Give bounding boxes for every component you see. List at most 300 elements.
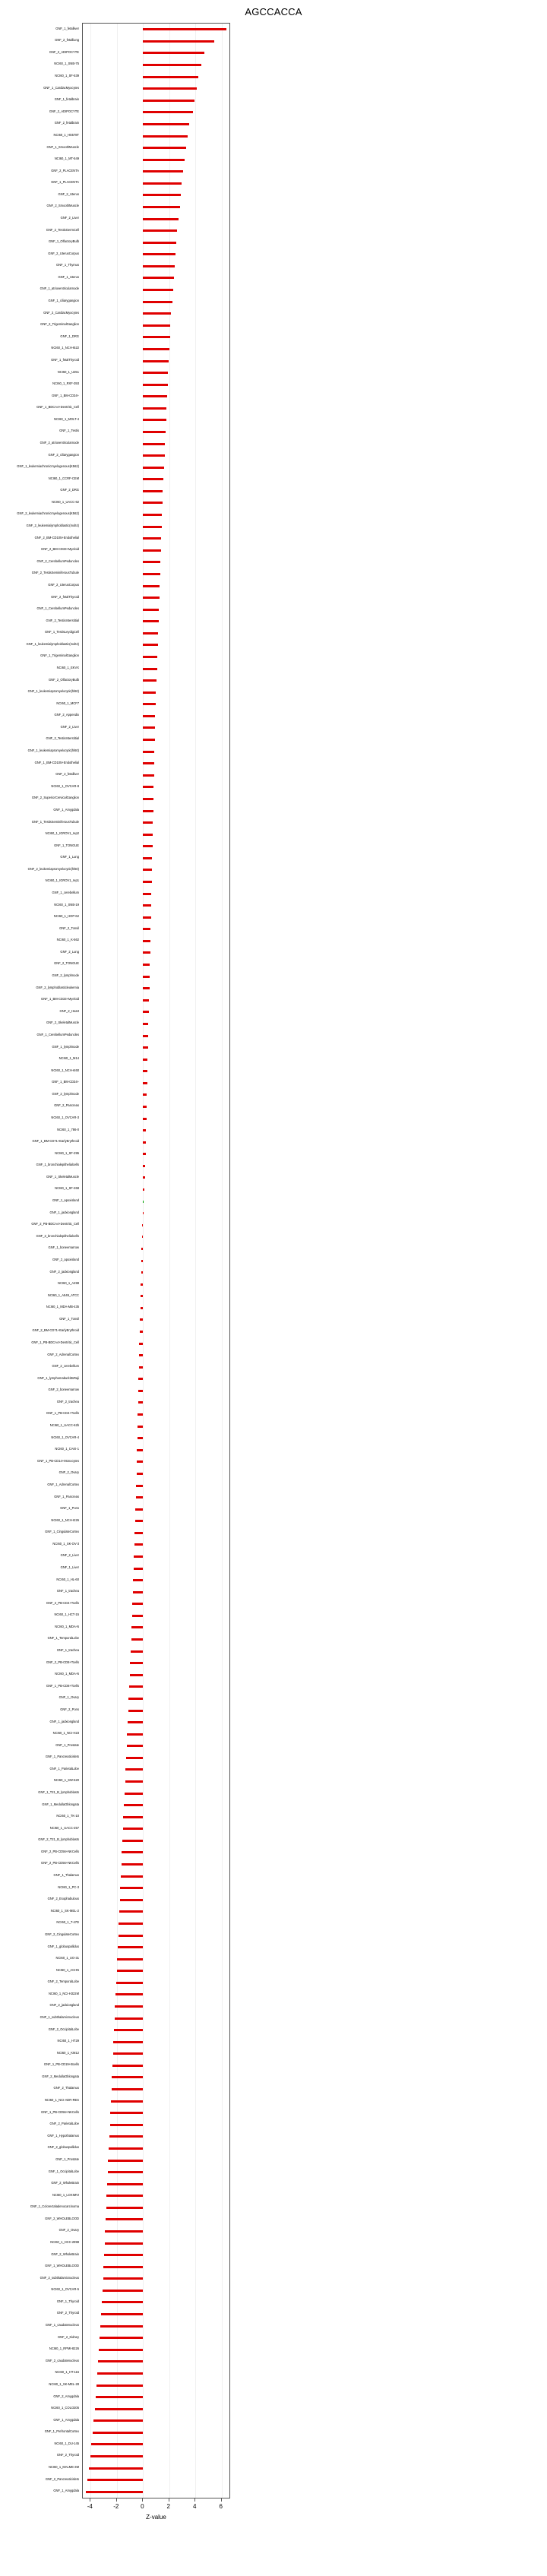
y-tick-label: GNF_2_ParietalLobe <box>49 2122 79 2126</box>
chart-bar <box>143 100 194 102</box>
y-tick-label: GNF_1_leukemiachronicmyelogenous(K562) <box>17 464 79 469</box>
y-tick-label: NCI60_1_DU-145 <box>54 2441 79 2445</box>
y-tick-label: NCI60_1_A498 <box>58 1281 79 1286</box>
y-tick-label: NCI60_1_OVCAR-4 <box>51 1435 79 1439</box>
chart-bar <box>127 1745 144 1747</box>
y-tick-label: GNF_2_OlfactoryBulb <box>48 677 79 682</box>
y-tick-label: GNF_1_apoxisland <box>52 1198 79 1202</box>
chart-bar <box>143 76 198 78</box>
y-tick-label: NCI60_1_SF-268 <box>55 1186 79 1191</box>
chart-bar <box>143 691 156 694</box>
chart-bar <box>95 2408 144 2410</box>
chart-bar <box>143 218 179 220</box>
chart-bar <box>107 2183 143 2185</box>
chart-bar <box>143 857 152 859</box>
y-tick-label: GNF_1_PB-CD8+Tcells <box>46 1683 79 1688</box>
y-tick-label: NCI60_1_HCC-2998 <box>50 2240 79 2244</box>
x-tick-label: 6 <box>219 2503 223 2510</box>
y-tick-label: GNF_1_Amygdala <box>53 2489 79 2493</box>
y-tick-label: GNF_2_fetalliung <box>55 38 79 43</box>
chart-bar <box>143 715 155 717</box>
y-tick-label: GNF_2_leukemiachronicmyelogenous(K562) <box>17 511 79 516</box>
y-tick-label: GNF_1_OlfactoryBulb <box>48 239 79 244</box>
chart-bar <box>143 206 179 208</box>
chart-bar <box>122 1851 143 1853</box>
y-tick-label: GNF_1_BDCA4+Dentritic_Cell <box>36 405 79 410</box>
chart-bar <box>128 1710 144 1712</box>
y-tick-label: GNF_1_fetalbrain <box>54 97 79 102</box>
y-tick-label: GNF_2_TestisSeminiferousTubule <box>31 571 79 575</box>
chart-bar <box>143 289 172 291</box>
y-tick-label: NCI60_1_SF-539 <box>55 74 79 78</box>
y-tick-label: GNF_1_leukemialymphoblastic(molt4) <box>26 641 79 646</box>
chart-bar <box>142 1224 143 1226</box>
y-tick-label: GNF_2_lymphoblasticleukemia <box>36 985 79 989</box>
chart-bar <box>141 1260 143 1262</box>
chart-bar <box>119 1910 143 1913</box>
chart-bar <box>143 454 164 457</box>
y-tick-label: NCI60_1_SK-OV-3 <box>52 1541 79 1546</box>
y-tick-label: GNF_1_jadxiongland <box>49 1719 79 1723</box>
y-tick-label: NCI60_1_HL-60 <box>56 1577 79 1581</box>
x-tick <box>116 2498 117 2502</box>
y-tick-label: GNF_1_Amygdala <box>53 807 79 812</box>
y-tick-label: GNF_2_Lung <box>60 949 79 954</box>
y-tick-label: GNF_1_TestisSeminiferousTubule <box>31 819 79 824</box>
chart-bar <box>129 1685 143 1688</box>
x-tick <box>194 2498 195 2502</box>
chart-bar <box>141 1295 143 1297</box>
chart-bar <box>97 2372 143 2375</box>
y-tick-label: GNF_2_fetalliver <box>55 772 79 777</box>
chart-bar <box>93 2419 143 2422</box>
chart-bar <box>131 1650 143 1653</box>
y-tick-label: GNF_1_T21_B_lymphoblasts <box>38 1790 79 1794</box>
chart-bar <box>125 1793 144 1795</box>
y-tick-label: GNF_2_ciliarygangion <box>48 452 79 457</box>
y-tick-label: GNF_1_Amygdala <box>53 2417 79 2422</box>
y-tick-label: GNF_2_Ovary <box>58 2228 79 2233</box>
chart-bar <box>134 1543 144 1546</box>
chart-bar <box>134 1532 143 1534</box>
chart-bar <box>143 1023 148 1025</box>
chart-bar <box>116 1982 144 1984</box>
y-tick-label: NCI60_1_MDA-N <box>55 1672 79 1676</box>
chart-bar <box>143 834 153 836</box>
y-tick-label: GNF_1_TONGUE <box>54 843 79 847</box>
chart-bar <box>143 632 158 635</box>
chart-bar <box>143 478 163 480</box>
y-tick-label: GNF_1_DRG <box>60 334 79 338</box>
y-tick-label: GNF_1_PB-CD19+Bcells <box>43 2062 79 2067</box>
chart-bar <box>143 964 150 966</box>
y-tick-label: GNF_1_caudatenucleus <box>45 2323 79 2327</box>
chart-bar <box>113 2041 143 2043</box>
y-tick-label: NCI60_1_HOP-62 <box>53 914 79 919</box>
y-tick-label: NCI60_1_MDA-N <box>55 1624 79 1628</box>
chart-bar <box>98 2360 143 2362</box>
y-tick-label: NCI60_1_HCT-15 <box>54 1612 79 1617</box>
x-tick <box>142 2498 143 2502</box>
y-tick-label: GNF_2_Thyroid <box>56 2453 79 2457</box>
y-tick-label: NCI60_1_HT29 <box>57 2039 79 2043</box>
chart-bar <box>140 1318 143 1321</box>
chart-bar <box>143 372 168 374</box>
y-tick-label: GNF_2_Heart <box>59 1008 79 1013</box>
chart-bar <box>143 668 157 670</box>
y-tick-label: GNF_1_atrioventricularnode <box>40 286 79 291</box>
y-tick-label: GNF_2_TestisInterstitial <box>46 618 79 622</box>
y-tick-label: GNF_1_leukemiapromyelocytic(hl60) <box>27 689 79 694</box>
y-tick-label: NCI60_1_MOLT-4 <box>54 416 79 421</box>
y-tick-label: GNF_2_PB-CD4+Tcells <box>46 1600 79 1605</box>
y-tick-label: GNF_1_Prostate <box>55 1742 79 1747</box>
y-tick-label: GNF_2_ADIPOCYTE <box>49 109 79 113</box>
chart-bar <box>143 1141 146 1144</box>
y-tick-label: NCI60_1_MT-549 <box>54 157 79 161</box>
chart-bar <box>137 1460 143 1463</box>
y-tick-label: NCI60_1_MCF7 <box>56 701 79 705</box>
y-tick-label: NCI60_1_NCI-H23 <box>52 1731 79 1736</box>
y-tick-label: NCI60_1_M14 <box>58 1056 79 1061</box>
y-tick-label: NCI60_1_LOXIMVI <box>52 2192 79 2197</box>
y-tick-label: GNF_1_lymphomaburkittsRaji <box>37 1375 79 1380</box>
plot-area <box>82 23 230 2498</box>
chart-bar <box>93 2432 144 2434</box>
chart-bar <box>143 407 166 410</box>
y-axis-labels <box>0 23 79 2498</box>
chart-bar <box>121 1875 143 1878</box>
chart-bar <box>120 1887 143 1889</box>
chart-bar <box>112 2076 143 2078</box>
x-tick-label: 4 <box>192 2503 197 2510</box>
chart-bar <box>102 2301 143 2303</box>
y-tick-label: NCI60_1_NCI-H322M <box>48 1991 79 1995</box>
chart-bar <box>143 893 151 895</box>
chart-bar <box>143 301 172 303</box>
y-tick-label: GNF_1_Pancreas <box>54 1494 79 1498</box>
y-tick-label: GNF_1_lymphnode <box>52 1044 79 1049</box>
y-tick-label: GNF_2_Pons <box>60 1707 79 1711</box>
chart-bar <box>143 620 158 622</box>
y-tick-label: GNF_1_AdrenalCortex <box>47 1482 79 1486</box>
chart-bar <box>143 810 153 812</box>
y-tick-label: NCI60_1_UACC-257 <box>49 1825 79 1830</box>
y-tick-label: NCI60_1_RPMI-8226 <box>49 2347 79 2351</box>
y-tick-label: GNF_1_WHOLEBLOOD <box>45 2264 79 2268</box>
y-tick-label: GNF_1_trachea <box>56 1648 79 1652</box>
y-tick-label: GNF_1_Colorectaladenocarcinoma <box>30 2204 79 2209</box>
chart-bar <box>126 1757 143 1759</box>
y-tick-label: GNF_1_Testis <box>59 429 79 433</box>
y-tick-label: GNF_2_trachea <box>56 1399 79 1404</box>
x-tick-label: 0 <box>141 2503 144 2510</box>
y-tick-label: GNF_1_SkeletalMuscle <box>46 1174 79 1179</box>
chart-bar <box>105 2242 144 2245</box>
chart-bar <box>143 798 153 800</box>
chart-bar <box>143 1035 148 1037</box>
y-tick-label: GNF_2_PLACENTA <box>51 168 79 172</box>
chart-bar <box>122 1863 144 1866</box>
grid-line <box>195 24 196 2498</box>
y-tick-label: GNF_2_TestisGermCell <box>46 227 79 232</box>
y-tick-label: GNF_2_boneemarrow <box>48 1388 79 1392</box>
y-tick-label: NCI60_1_NCI-ADR-RES <box>44 2098 79 2102</box>
chart-bar <box>100 2337 143 2339</box>
chart-bar <box>143 229 177 232</box>
y-tick-label: NCI60_1_786-0 <box>57 1127 79 1131</box>
chart-bar <box>106 2218 143 2220</box>
y-tick-label: GNF_1_Uterus <box>58 274 79 279</box>
x-tick-label: -4 <box>87 2503 93 2510</box>
chart-bar <box>135 1508 143 1511</box>
y-tick-label: NCI60_1_A549_ATCC <box>47 1293 79 1297</box>
y-tick-label: GNF_1_BM-CD34+ <box>52 1080 79 1084</box>
chart-bar <box>143 324 170 327</box>
y-tick-label: GNF_1_CardiacMyocytes <box>43 85 79 90</box>
y-tick-label: NCI60_1_HT-116 <box>55 2370 79 2375</box>
y-tick-label: GNF_2_AdrenalCortex <box>47 1352 79 1356</box>
chart-bar <box>143 1059 147 1061</box>
y-tick-label: GNF_1_subthalamicnucleus <box>40 2015 79 2019</box>
chart-bar <box>143 526 162 528</box>
y-tick-label: NCI60_1_CAKI-1 <box>55 1447 79 1451</box>
y-tick-label: GNF_2_apoxisland <box>52 1257 79 1261</box>
chart-bar <box>106 2195 143 2197</box>
chart-bar <box>108 2171 144 2173</box>
y-tick-label: GNF_2_UterusCorpus <box>48 251 79 255</box>
chart-bar <box>143 135 188 138</box>
chart-bar <box>143 490 163 492</box>
chart-bar <box>143 40 214 43</box>
y-tick-label: GNF_2_ADIPOCYTE <box>49 49 79 54</box>
y-tick-label: NCI60_1_IGROV1_rep2 <box>45 831 79 836</box>
chart-bar <box>125 1780 144 1783</box>
chart-bar <box>119 1923 143 1925</box>
chart-bar <box>109 2135 144 2138</box>
chart-bar <box>99 2349 143 2351</box>
grid-line <box>117 24 118 2498</box>
chart-bar <box>143 52 204 54</box>
y-tick-label: NCI60_1_NCI-H522 <box>51 346 79 350</box>
chart-bar <box>143 265 175 267</box>
y-tick-label: GNF_1_leukemiapromyelocytic(hl60) <box>27 748 79 752</box>
y-tick-label: GNF_2_jadxiongland <box>49 1269 79 1274</box>
chart-bar <box>124 1804 143 1806</box>
y-tick-label: NCI60_1_ACHN <box>55 1967 79 1972</box>
y-tick-label: GNF_1_PrefrontalCortex <box>44 2429 79 2434</box>
y-tick-label: GNF_1_BM-CD105+Endothelial <box>34 760 79 764</box>
y-tick-label: GNF_2_Thalamus <box>53 2086 79 2090</box>
chart-bar <box>128 1698 143 1700</box>
chart-bar <box>143 751 154 753</box>
chart-bar <box>141 1283 143 1286</box>
y-tick-label: GNF_2_WholeBrain <box>51 2181 79 2185</box>
chart-bar <box>96 2385 143 2387</box>
y-tick-label: NCI60_1_SW-620 <box>53 1778 79 1783</box>
chart-bar <box>135 1520 144 1522</box>
chart-bar <box>114 2029 143 2031</box>
x-axis-title: Z-value <box>146 2514 166 2521</box>
chart-bar <box>131 1638 144 1641</box>
chart-bar <box>143 253 175 255</box>
y-tick-label: GNF_1_Hypothalamus <box>47 2133 79 2138</box>
y-tick-label: NCI60_1_UACC-62b <box>49 1423 79 1427</box>
chart-bar <box>143 1188 144 1191</box>
chart-bar <box>143 147 186 149</box>
chart-bar <box>143 384 167 386</box>
chart-bar <box>143 159 184 161</box>
chart-bar <box>143 336 169 338</box>
chart-bar <box>143 1011 149 1013</box>
chart-bar <box>143 443 165 445</box>
chart-bar <box>143 928 150 930</box>
chart-bar <box>143 549 160 552</box>
chart-bar <box>131 1626 143 1628</box>
chart-bar <box>143 111 193 113</box>
x-tick <box>221 2498 222 2502</box>
y-tick-label: GNF_1_MedullaOblongata <box>42 1802 79 1806</box>
y-tick-label: GNF_2_CingulateCortex <box>45 1932 79 1936</box>
chart-bar <box>100 2325 143 2328</box>
chart-bar <box>96 2396 143 2398</box>
chart-bar <box>143 182 182 185</box>
chart-bar <box>141 1307 144 1309</box>
y-tick-label: NCI60_1_SF-295 <box>55 1150 79 1155</box>
chart-bar <box>143 502 163 504</box>
chart-bar <box>143 360 169 362</box>
y-tick-label: GNF_1_BM-CD33+Myeloid <box>41 997 79 1002</box>
y-tick-label: NCI60_1_CCRF-CEM <box>48 476 79 480</box>
y-tick-label: GNF_2_DRG <box>60 488 79 492</box>
chart-bar <box>119 1935 144 1937</box>
chart-bar <box>134 1568 144 1570</box>
y-tick-label: NCI60_1_SK-MEL-2 <box>50 1908 79 1913</box>
y-tick-label: GNF_1_Liver <box>60 1565 79 1569</box>
chart-bar <box>143 64 201 66</box>
y-tick-label: GNF_2_TONGUE <box>54 961 79 966</box>
y-tick-label: GNF_1_PB-BDCA4+Dentritic_Cell <box>31 1340 79 1344</box>
y-tick-label: GNF_1_CerebellumPeduncles <box>36 1032 79 1036</box>
y-tick-label: GNF_2_PB-BDCA4+Dentritic_Cell <box>31 1222 79 1226</box>
y-tick-label: GNF_2_lymphnode <box>52 1091 79 1096</box>
chart-bar <box>139 1343 143 1345</box>
y-tick-label: GNF_2_fetalbrain <box>54 121 79 125</box>
y-tick-label: GNF_1_CingulateCortex <box>45 1530 79 1534</box>
y-tick-label: GNF_2_Kidney <box>58 2334 79 2339</box>
y-tick-label: GNF_2_subthalamicnucleus <box>40 2275 79 2280</box>
chart-bar <box>143 585 160 587</box>
y-tick-label: GNF_2_Pancreas <box>54 1103 79 1108</box>
chart-bar <box>117 1958 143 1960</box>
y-tick-label: GNF_2_CerebellumPeduncles <box>36 559 79 563</box>
y-tick-label: GNF_2_Ovary <box>58 1470 79 1475</box>
x-tick-label: 2 <box>166 2503 170 2510</box>
chart-bar <box>143 419 166 421</box>
y-tick-label: NCI60_1_MDA-MB-435 <box>46 1305 79 1309</box>
chart-bar <box>143 1082 147 1084</box>
chart-bar <box>143 123 189 125</box>
y-tick-label: NCI60_1_OVCAR-5 <box>51 2287 79 2292</box>
y-tick-label: GNF_1_PB-CD4+Tcells <box>46 1411 79 1416</box>
y-tick-label: GNF_2_TrigeminalGanglion <box>40 322 79 327</box>
chart-bar <box>110 2112 143 2114</box>
y-tick-label: NCI60_1_UACC-62 <box>52 499 79 504</box>
y-tick-label: GNF_2_Pancreaticislets <box>45 2476 79 2481</box>
y-tick-label: GNF_1_boneemarrow <box>48 1245 79 1250</box>
y-tick-label: NCI60_1_UO-31 <box>55 1956 79 1960</box>
y-tick-label: GNF_1_trachea <box>56 1589 79 1593</box>
chart-title: AGCCACCA <box>245 6 302 17</box>
chart-bar <box>130 1662 143 1664</box>
y-tick-label: NCI60_1_EKVX <box>56 666 79 669</box>
chart-bar <box>143 242 176 244</box>
chart-bar <box>143 916 150 919</box>
chart-bar <box>136 1496 144 1498</box>
chart-bar <box>143 514 162 516</box>
y-tick-label: GNF_2_Amygdala <box>53 2394 79 2398</box>
y-tick-label: GNF_2_SkeletalMuscle <box>46 1021 79 1025</box>
chart-bar <box>143 1129 146 1131</box>
y-tick-label: GNF_1_BM-CD71+EarlyErythroid <box>32 1139 79 1144</box>
chart-bar <box>138 1437 144 1439</box>
y-tick-label: NCI60_1_K-562 <box>56 938 79 942</box>
chart-bar <box>143 431 166 433</box>
chart-bar <box>143 739 155 741</box>
chart-bar <box>110 2124 144 2126</box>
y-tick-label: GNF_1_PB-CD56+NKCells <box>41 2109 79 2114</box>
y-tick-label: GNF_2_Liver <box>60 724 79 729</box>
y-tick-label: GNF_2_jadxiongland <box>49 2003 79 2008</box>
grid-line <box>222 24 223 2498</box>
y-tick-label: NCI60_1_MALME-3M <box>48 2465 79 2469</box>
y-tick-label: NCI60_1_U251 <box>57 369 79 374</box>
chart-bar <box>143 1176 145 1179</box>
chart-bar <box>143 395 167 397</box>
y-tick-label: GNF_1_ParietalLobe <box>49 1766 79 1771</box>
chart-bar <box>120 1899 144 1901</box>
y-tick-label: GNF_2_Liver <box>60 1553 79 1558</box>
chart-bar <box>143 679 157 682</box>
y-tick-label: NCI60_1_TK-10 <box>56 1814 79 1818</box>
chart-bar <box>139 1354 143 1356</box>
chart-bar <box>141 1248 143 1250</box>
y-tick-label: NCI60_1_NCI-H226 <box>51 1517 79 1522</box>
y-tick-label: GNF_2_TestisInterstitial <box>46 736 79 741</box>
chart-bar <box>134 1555 143 1558</box>
chart-bar <box>143 170 183 172</box>
chart-bar <box>138 1401 144 1404</box>
chart-bar <box>128 1721 143 1723</box>
chart-bar <box>132 1603 143 1605</box>
y-tick-label: GNF_1_Thyroid <box>56 2299 79 2303</box>
chart-bar <box>106 2207 144 2209</box>
chart-bar <box>111 2100 143 2103</box>
y-tick-label: GNF_1_Pancreaticislets <box>45 1755 79 1759</box>
chart-bar <box>122 1840 143 1842</box>
chart-bar <box>143 312 171 315</box>
chart-bar <box>143 597 159 599</box>
chart-bar <box>143 1070 147 1072</box>
chart-bar <box>143 1106 147 1108</box>
chart-bar <box>133 1591 144 1593</box>
y-tick-label: GNF_2_PB-CD56+NKCells <box>41 1861 79 1866</box>
y-tick-label: NCI60_1_NCI-H460 <box>51 1068 79 1072</box>
y-tick-label: NCI60_1_SK-MEL-28 <box>49 2381 79 2386</box>
chart-bar <box>143 762 154 764</box>
y-tick-label: GNF_1_Tonsil <box>59 1316 79 1321</box>
chart-bar <box>143 976 150 978</box>
